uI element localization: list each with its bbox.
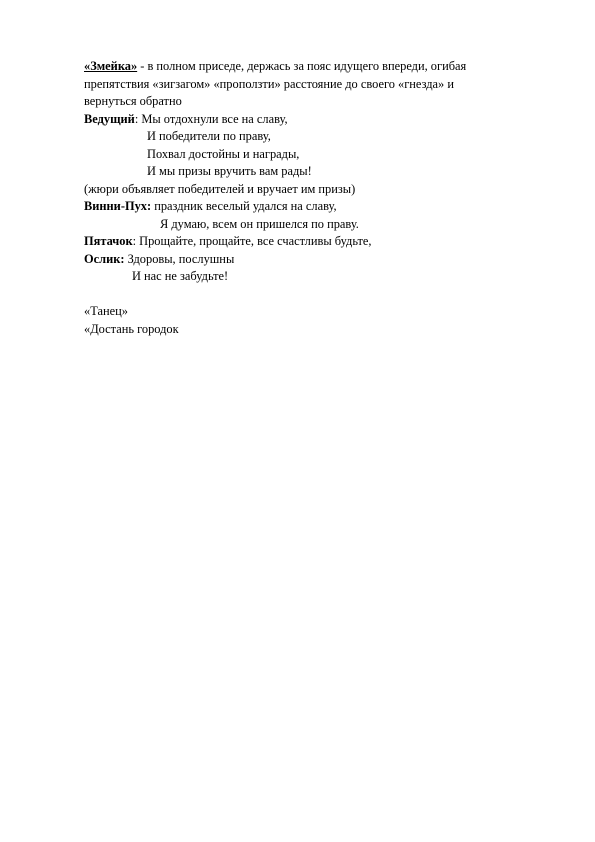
item-gorodok: «Достань городок	[84, 321, 179, 336]
winnie-verse	[84, 198, 524, 233]
host-speaker: Ведущий	[84, 111, 135, 126]
host-line-4: И мы призы вручить вам рады!	[147, 164, 312, 178]
stage-note: (жюри объявляет победителей и вручает им призы)	[84, 181, 356, 196]
piglet-verse	[84, 233, 524, 251]
game-title: «Змейка»	[84, 59, 138, 73]
winnie-line-1: праздник веселый удался на славу,	[151, 199, 337, 213]
donkey-verse	[84, 251, 524, 286]
game-rule-paragraph	[84, 58, 524, 111]
piglet-line: : Прощайте, прощайте, все счастливы будьте,	[132, 234, 372, 248]
host-line-3: Похвал достойны и награды,	[147, 146, 300, 161]
host-line-2: И победители по праву,	[147, 129, 271, 143]
game-rule-line-1: - в полном приседе, держась за пояс идущего впереди, огибая	[137, 59, 467, 73]
donkey-line-1: Здоровы, послушны	[124, 251, 235, 266]
winnie-speaker: Винни-Пух:	[84, 199, 152, 213]
piglet-speaker: Пятачок	[84, 234, 133, 248]
game-rule-line-2: препятствия «зигзагом» «проползти» расстояние до своего «гнезда» и	[84, 76, 454, 91]
donkey-line-2: И нас не забудьте!	[132, 269, 229, 283]
document-body	[84, 58, 524, 338]
item-dance: «Танец»	[84, 304, 128, 318]
donkey-speaker: Ослик:	[84, 251, 125, 266]
game-rule-line-3: вернуться обратно	[84, 94, 182, 108]
winnie-line-2: Я думаю, всем он пришелся по праву.	[160, 216, 359, 231]
host-verse	[84, 111, 524, 181]
blank-line	[84, 286, 524, 304]
host-line-1: : Мы отдохнули все на славу,	[134, 111, 288, 126]
